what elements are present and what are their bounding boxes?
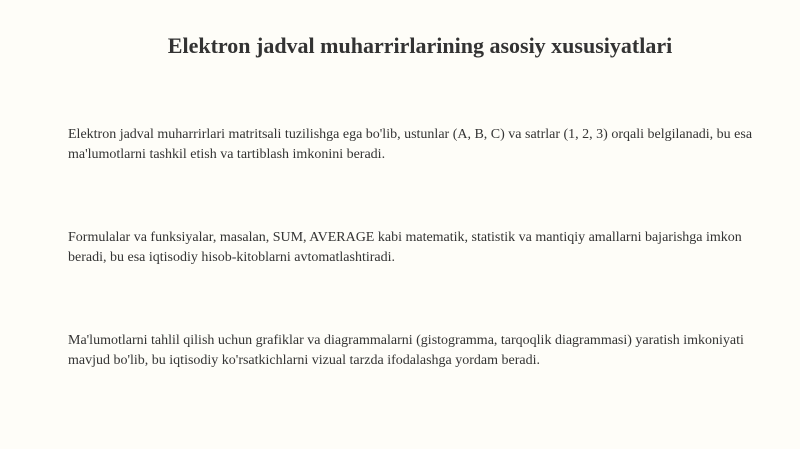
paragraph-matrix-structure: Elektron jadval muharrirlari matritsali tuzilishga ega bo'lib, ustunlar (A, B, C) va satrlar (1, 2, 3) orqali belgilanadi, bu esa ma'lumotlarni tashkil etish va tartiblash imkonini beradi. [68, 127, 753, 162]
paragraph-formulas-functions: Formulalar va funksiyalar, masalan, SUM, AVERAGE kabi matematik, statistik va mantiqiy amallarni bajarishga imkon beradi, bu esa iqtisodiy hisob-kitoblarni avtomatlashtiradi. [68, 230, 742, 265]
paragraph-charts-diagrams: Ma'lumotlarni tahlil qilish uchun grafiklar va diagrammalarni (gistogramma, tarqoqlik diagrammasi) yaratish imkoniyati mavjud bo'lib, bu iqtisodiy ko'rsatkichlarni vizual tarzda ifodalashga yordam beradi. [68, 333, 744, 368]
slide-title: Elektron jadval muharrirlarining asosiy xususiyatlari [167, 33, 673, 58]
